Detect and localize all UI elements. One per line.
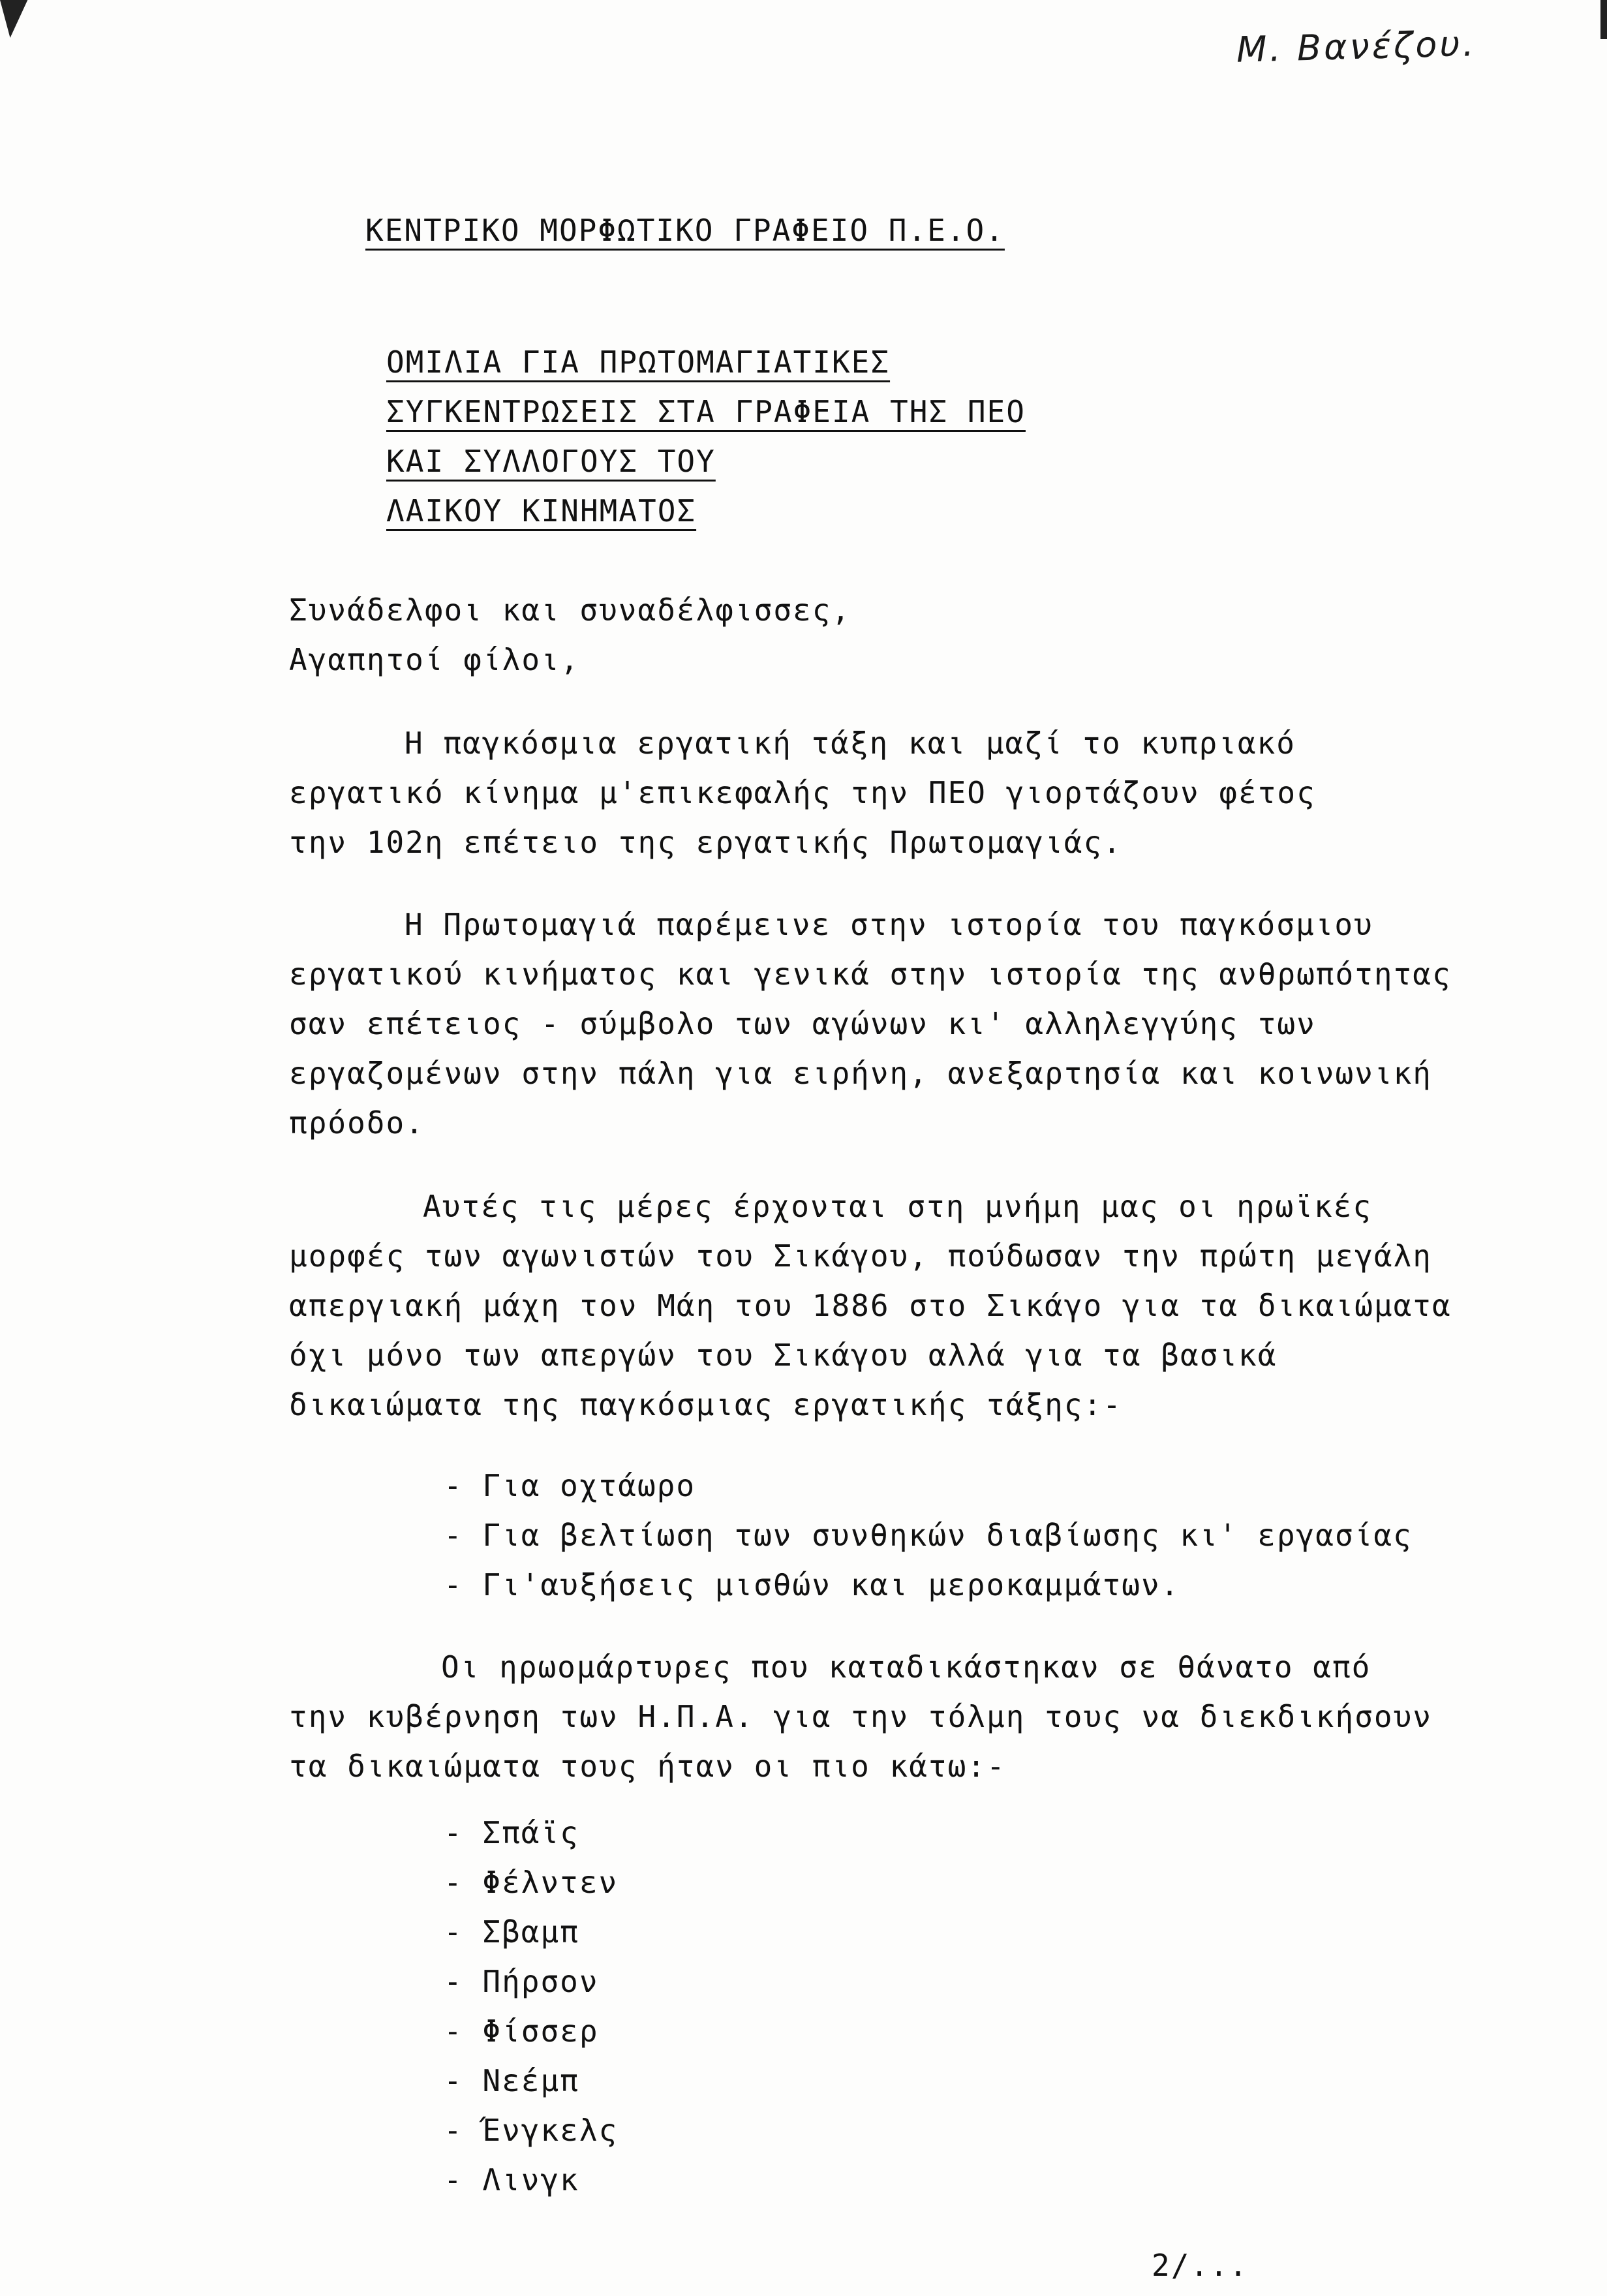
list-item: - Νεέμπ: [444, 2063, 579, 2098]
page-marker: 2/...: [1152, 2248, 1249, 2283]
scan-corner-mark: [0, 0, 42, 38]
handwritten-note: Μ. Βανέζου.: [1236, 23, 1477, 70]
salutation-line: Συνάδελφοι και συναδέλφισσες,: [289, 592, 851, 628]
title-line: ΟΜΙΛΙΑ ΓΙΑ ΠΡΩΤΟΜΑΓΙΑΤΙΚΕΣ: [386, 344, 891, 380]
paragraph-line: σαν επέτειος - σύμβολο των αγώνων κι' αλληλεγγύης των: [289, 1006, 1316, 1041]
list-item: - Φίσσερ: [444, 2013, 599, 2049]
list-item: - Πήρσον: [444, 1964, 599, 1999]
list-item: - Σβαμπ: [444, 1914, 579, 1950]
salutation-line: Αγαπητοί φίλοι,: [289, 642, 580, 677]
list-item: - Λινγκ: [444, 2162, 579, 2197]
paragraph-line: εργατικό κίνημα μ'επικεφαλής την ΠΕΟ γιορτάζουν φέτος: [289, 775, 1316, 810]
list-item: - Γι'αυξήσεις μισθών και μεροκαμμάτων.: [444, 1567, 1180, 1602]
list-item: - Για οχτάωρο: [444, 1468, 696, 1503]
list-item: - Φέλντεν: [444, 1865, 619, 1900]
list-item: - Σπάϊς: [444, 1815, 579, 1850]
paragraph-line: μορφές των αγωνιστών του Σικάγου, πούδωσαν την πρώτη μεγάλη: [289, 1238, 1432, 1274]
paragraph-line: τα δικαιώματα τους ήταν οι πιο κάτω:-: [289, 1749, 1006, 1784]
paragraph-line: εργαζομένων στην πάλη για ειρήνη, ανεξαρτησία και κοινωνική: [289, 1056, 1432, 1091]
paragraph-line: Οι ηρωομάρτυρες που καταδικάστηκαν σε θάνατο από: [441, 1649, 1371, 1685]
paragraph-line: την 102η επέτειο της εργατικής Πρωτομαγιάς.: [289, 825, 1122, 860]
paragraph-line: εργατικού κινήματος και γενικά στην ιστορία της ανθρωπότητας: [289, 957, 1452, 992]
scan-edge-mark: [1600, 0, 1607, 39]
paragraph-line: πρόοδο.: [289, 1105, 425, 1140]
list-item: - Ένγκελς: [444, 2113, 619, 2148]
title-line: ΛΑΙΚΟΥ ΚΙΝΗΜΑΤΟΣ: [386, 493, 697, 528]
title-line: ΣΥΓΚΕΝΤΡΩΣΕΙΣ ΣΤΑ ΓΡΑΦΕΙΑ ΤΗΣ ΠΕΟ: [386, 394, 1026, 429]
paragraph-line: Αυτές τις μέρες έρχονται στη μνήμη μας οι ηρωϊκές: [423, 1189, 1373, 1224]
paragraph-line: απεργιακή μάχη τον Μάη του 1886 στο Σικάγο για τα δικαιώματα: [289, 1288, 1452, 1323]
list-item: - Για βελτίωση των συνθηκών διαβίωσης κι' εργασίας: [444, 1518, 1413, 1553]
paragraph-line: δικαιώματα της παγκόσμιας εργατικής τάξης:-: [289, 1387, 1122, 1422]
paragraph-line: όχι μόνο των απεργών του Σικάγου αλλά για τα βασικά: [289, 1338, 1278, 1373]
document-header: ΚΕΝΤΡΙΚΟ ΜΟΡΦΩΤΙΚΟ ΓΡΑΦΕΙΟ Π.Ε.Ο.: [365, 213, 1005, 248]
paragraph-line: Η Πρωτομαγιά παρέμεινε στην ιστορία του παγκόσμιου: [405, 907, 1373, 942]
title-line: ΚΑΙ ΣΥΛΛΟΓΟΥΣ ΤΟΥ: [386, 444, 716, 479]
paragraph-line: Η παγκόσμια εργατική τάξη και μαζί το κυπριακό: [405, 726, 1296, 761]
paragraph-line: την κυβέρνηση των Η.Π.Α. για την τόλμη τους να διεκδικήσουν: [289, 1699, 1432, 1734]
